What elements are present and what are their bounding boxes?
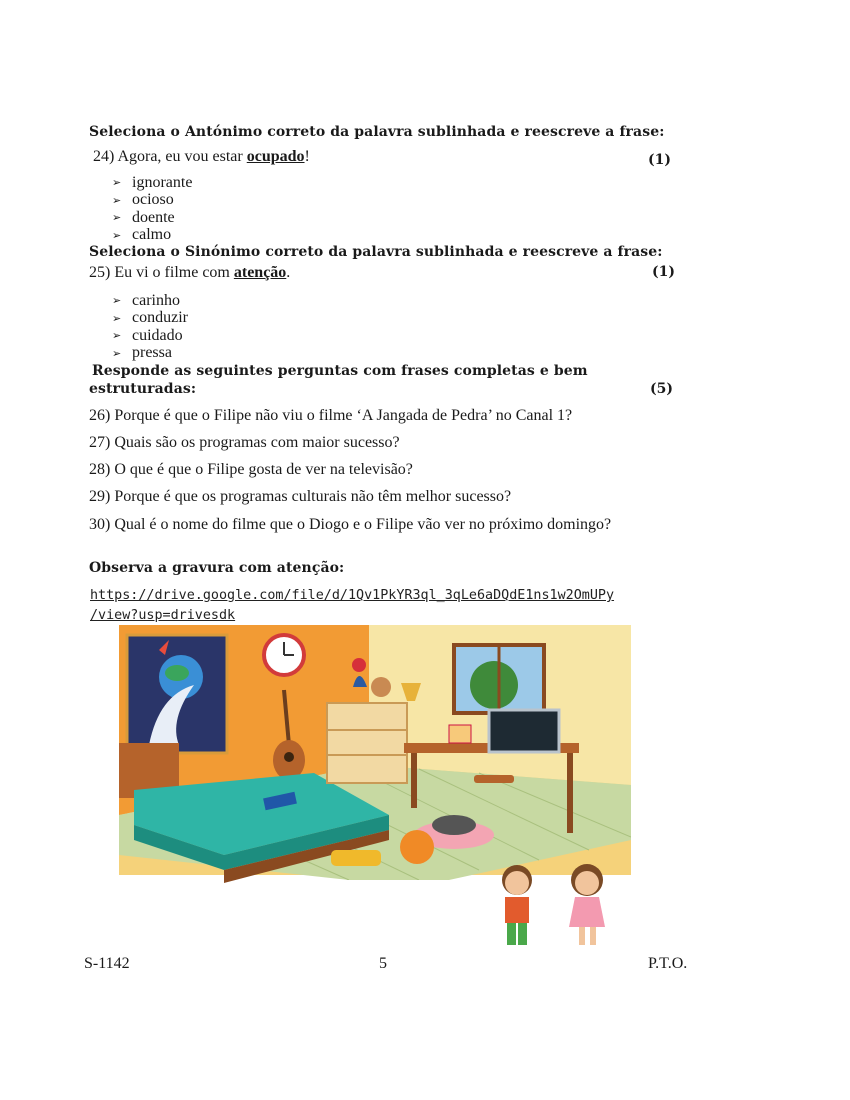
bedroom-illustration [119, 625, 631, 947]
question-25-marks: (1) [652, 264, 675, 280]
antonym-instruction: Seleciona o Antónimo correto da palavra sublinhada e reescreve a frase: [89, 124, 665, 140]
stool-icon [474, 775, 514, 783]
question-25-text: 25) Eu vi o filme com [89, 264, 234, 281]
girl-leg [590, 927, 596, 945]
synonym-instruction: Seleciona o Sinónimo correto da palavra sublinhada e reescreve a frase: [89, 244, 663, 260]
guitar-hole [284, 752, 294, 762]
arrow-bullet-icon: ➢ [112, 194, 122, 207]
girl-leg [579, 927, 585, 945]
arrow-bullet-icon: ➢ [112, 312, 122, 325]
question-24-options [112, 174, 192, 244]
ball-icon [400, 830, 434, 864]
arrow-bullet-icon: ➢ [112, 330, 122, 343]
arrow-bullet-icon: ➢ [112, 295, 122, 308]
boy-shirt [505, 897, 529, 923]
boy-face [505, 871, 529, 895]
arrow-bullet-icon: ➢ [112, 177, 122, 190]
desk-leg [411, 753, 417, 808]
girl-face [575, 871, 599, 895]
question-24-marks: (1) [648, 152, 671, 168]
footer-pto: P.T.O. [648, 955, 688, 972]
toy-car-icon [331, 850, 381, 866]
question-24-end: ! [304, 148, 310, 165]
flower-icon [352, 658, 366, 672]
photo-frame-icon [449, 725, 471, 743]
arrow-bullet-icon: ➢ [112, 229, 122, 242]
arrow-bullet-icon: ➢ [112, 212, 122, 225]
drive-link[interactable] [90, 586, 614, 626]
white-ground [119, 880, 631, 947]
boy-leg [518, 923, 527, 945]
option-item: ➢ ocioso [112, 191, 174, 209]
option-item: ➢ calmo [112, 226, 172, 244]
arrow-bullet-icon: ➢ [112, 347, 122, 360]
question-24-keyword: ocupado [246, 148, 305, 165]
footer-code: S-1142 [84, 955, 130, 972]
drive-link-line2[interactable]: /view?usp=drivesdk [90, 608, 236, 623]
teddy-bear-icon [371, 677, 391, 697]
girl-dress [569, 897, 605, 927]
question-25-options [112, 292, 188, 362]
responde-instruction-line2: estruturadas: [89, 381, 197, 397]
option-item: ➢ carinho [112, 291, 180, 309]
option-item: ➢ ignorante [112, 173, 193, 191]
question-25-keyword: atenção [233, 264, 287, 281]
tree-icon [470, 661, 518, 709]
observe-instruction: Observa a gravura com atenção: [89, 560, 345, 576]
question-29: 29) Porque é que os programas culturais não têm melhor sucesso? [89, 488, 512, 505]
computer-monitor-icon [489, 710, 559, 752]
page-number: 5 [379, 955, 387, 972]
earth-land [165, 665, 189, 681]
option-item: ➢ pressa [112, 344, 172, 362]
boy-leg [507, 923, 516, 945]
question-28: 28) O que é que o Filipe gosta de ver na televisão? [89, 461, 413, 478]
option-item: ➢ cuidado [112, 326, 183, 344]
question-25-end: . [286, 264, 291, 281]
responde-instruction-line1: Responde as seguintes perguntas com frases completas e bem [92, 363, 588, 379]
section3-marks: (5) [650, 381, 673, 397]
question-25 [89, 264, 290, 282]
question-27: 27) Quais são os programas com maior sucesso? [89, 434, 400, 451]
dresser [327, 703, 407, 783]
drive-link-line1[interactable]: https://drive.google.com/file/d/1Qv1PkYR3ql_3qLe6aDQdE1ns1w2OmUPy [90, 588, 615, 603]
desk-leg [567, 753, 573, 833]
cat-icon [432, 815, 476, 835]
question-24 [93, 148, 310, 166]
option-item: ➢ doente [112, 208, 175, 226]
question-24-text: 24) Agora, eu vou estar [93, 148, 247, 165]
question-30: 30) Qual é o nome do filme que o Diogo e o Filipe vão ver no próximo domingo? [89, 516, 612, 533]
option-item: ➢ conduzir [112, 309, 188, 327]
question-26: 26) Porque é que o Filipe não viu o filme ‘A Jangada de Pedra’ no Canal 1? [89, 407, 573, 424]
